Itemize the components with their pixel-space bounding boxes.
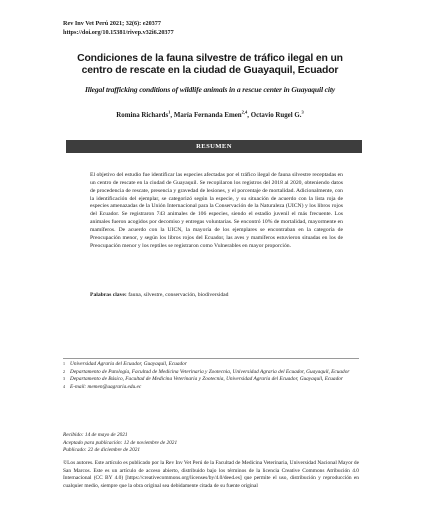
- journal-header: [63, 20, 174, 37]
- keywords-label: Palabras clave:: [90, 292, 127, 298]
- journal-citation: Rev Inv Vet Perú 2021; 32(6): e20377: [63, 20, 161, 27]
- author: Octavio Rugel G.$^3$: [250, 110, 304, 120]
- abstract-text: El objetivo del estudio fue identificar las especies afectadas por el tráfico ilegal de fauna silvestre receptadas en un centro de rescate en la ciudad de Guayaquil. Se recopilaron los registros del 2018 al 2020, obteniendo datos de procedencia de rescate, presencia y gravedad de lesiones, y el porcentaje de mortalidad. Adicionalmente, con la identificación del ejemplar, se categorizó según la especie, y su situación de acuerdo con la lista roja de especies amenazadas de la Unión Internacional para la Conservación de la Naturaleza (UICN) y los libros rojos del Ecuador. Se registraron 743 animales de 106 especies, siendo el estadío juvenil el más frecuente. Los animales fueron acogidos por decomiso y entregas voluntarias. Se encontró 10% de mortalidad, mayormente en mamíferos. De acuerdo con la UICN, la mayoría de los ejemplares se encontraban en la categoría de Preocupación menor, y según los libros rojos del Ecuador, las aves y mamíferos estuvieron situadas en los de Preocupación menor y los reptiles se registraron como Vulnerables en mayor proporción.: [90, 172, 343, 249]
- author-affiliation-mark: 2,4: [241, 110, 248, 115]
- affiliation-item: 2 Departamento de Patología, Facultad de Medicina Veterinaria y Zootecnia, Universidad Agraria del Ecuador, Guayaquil, Ecuador: [63, 368, 350, 375]
- author: Romina Richards$^1$,: [116, 110, 174, 120]
- keywords-list: fauna, silvestre, conservación, biodiversidad: [128, 292, 229, 298]
- date-accepted: Aceptado para publicación: 12 de noviembre de 2021: [63, 439, 178, 446]
- date-received: Recibido: 14 de mayo de 2021: [63, 432, 128, 438]
- abstract-heading: RESUMEN: [196, 143, 232, 150]
- article-title-spanish: Condiciones de la fauna silvestre de tráfico ilegal en un centro de rescate en la ciudad de Guayaquil, Ecuador: [77, 53, 343, 76]
- author-list: [60, 110, 360, 119]
- doi-link[interactable]: https://doi.org/10.15381/rivep.v32i6.20377: [63, 28, 174, 36]
- publication-dates: [63, 432, 359, 455]
- abstract-heading-bar: [66, 140, 362, 153]
- date-published: Publicado: 22 de diciembre de 2021: [63, 447, 141, 454]
- article-title-english: Illegal trafficking conditions of wildlife animals in a rescue center in Guayaquil city: [84, 85, 336, 94]
- license-notice: ©Los autores. Este artículo es publicado por la Rev Inv Vet Perú de la Facultad de Medicina Veterinaria, Universidad Nacional Mayor de San Marcos. Este es un artículo de acceso abierto, distribuido bajo los términos de la licencia Creative Commons Atribución 4.0 Internacional (CC BY 4.0) [https://creativecommons.org/licenses/by/4.0/deed.es] que permite el uso, distribución y reproducción en cualquier medio, siempre que la obra original sea debidamente citada de su fuente original: [63, 460, 359, 489]
- author-affiliation-mark: 3: [301, 110, 304, 115]
- affiliation-item: 1 Universidad Agraria del Ecuador, Guayaquil, Ecuador: [63, 361, 187, 367]
- affiliation-item: 3 Departamento de Básico, Facultad de Medicina Veterinaria y Zootecnia, Universidad Agraria del Ecuador, Guayaquil, Ecuador: [63, 376, 343, 383]
- keywords: [90, 292, 343, 300]
- footnote-divider: [63, 358, 359, 359]
- affiliation-email[interactable]: 4 E-mail: memen@uagraria.edu.ec: [63, 383, 142, 390]
- affiliations: [63, 361, 359, 391]
- author: María Fernanda Emen$^{2,4}$,: [173, 110, 251, 120]
- author-affiliation-mark: 1: [168, 110, 171, 115]
